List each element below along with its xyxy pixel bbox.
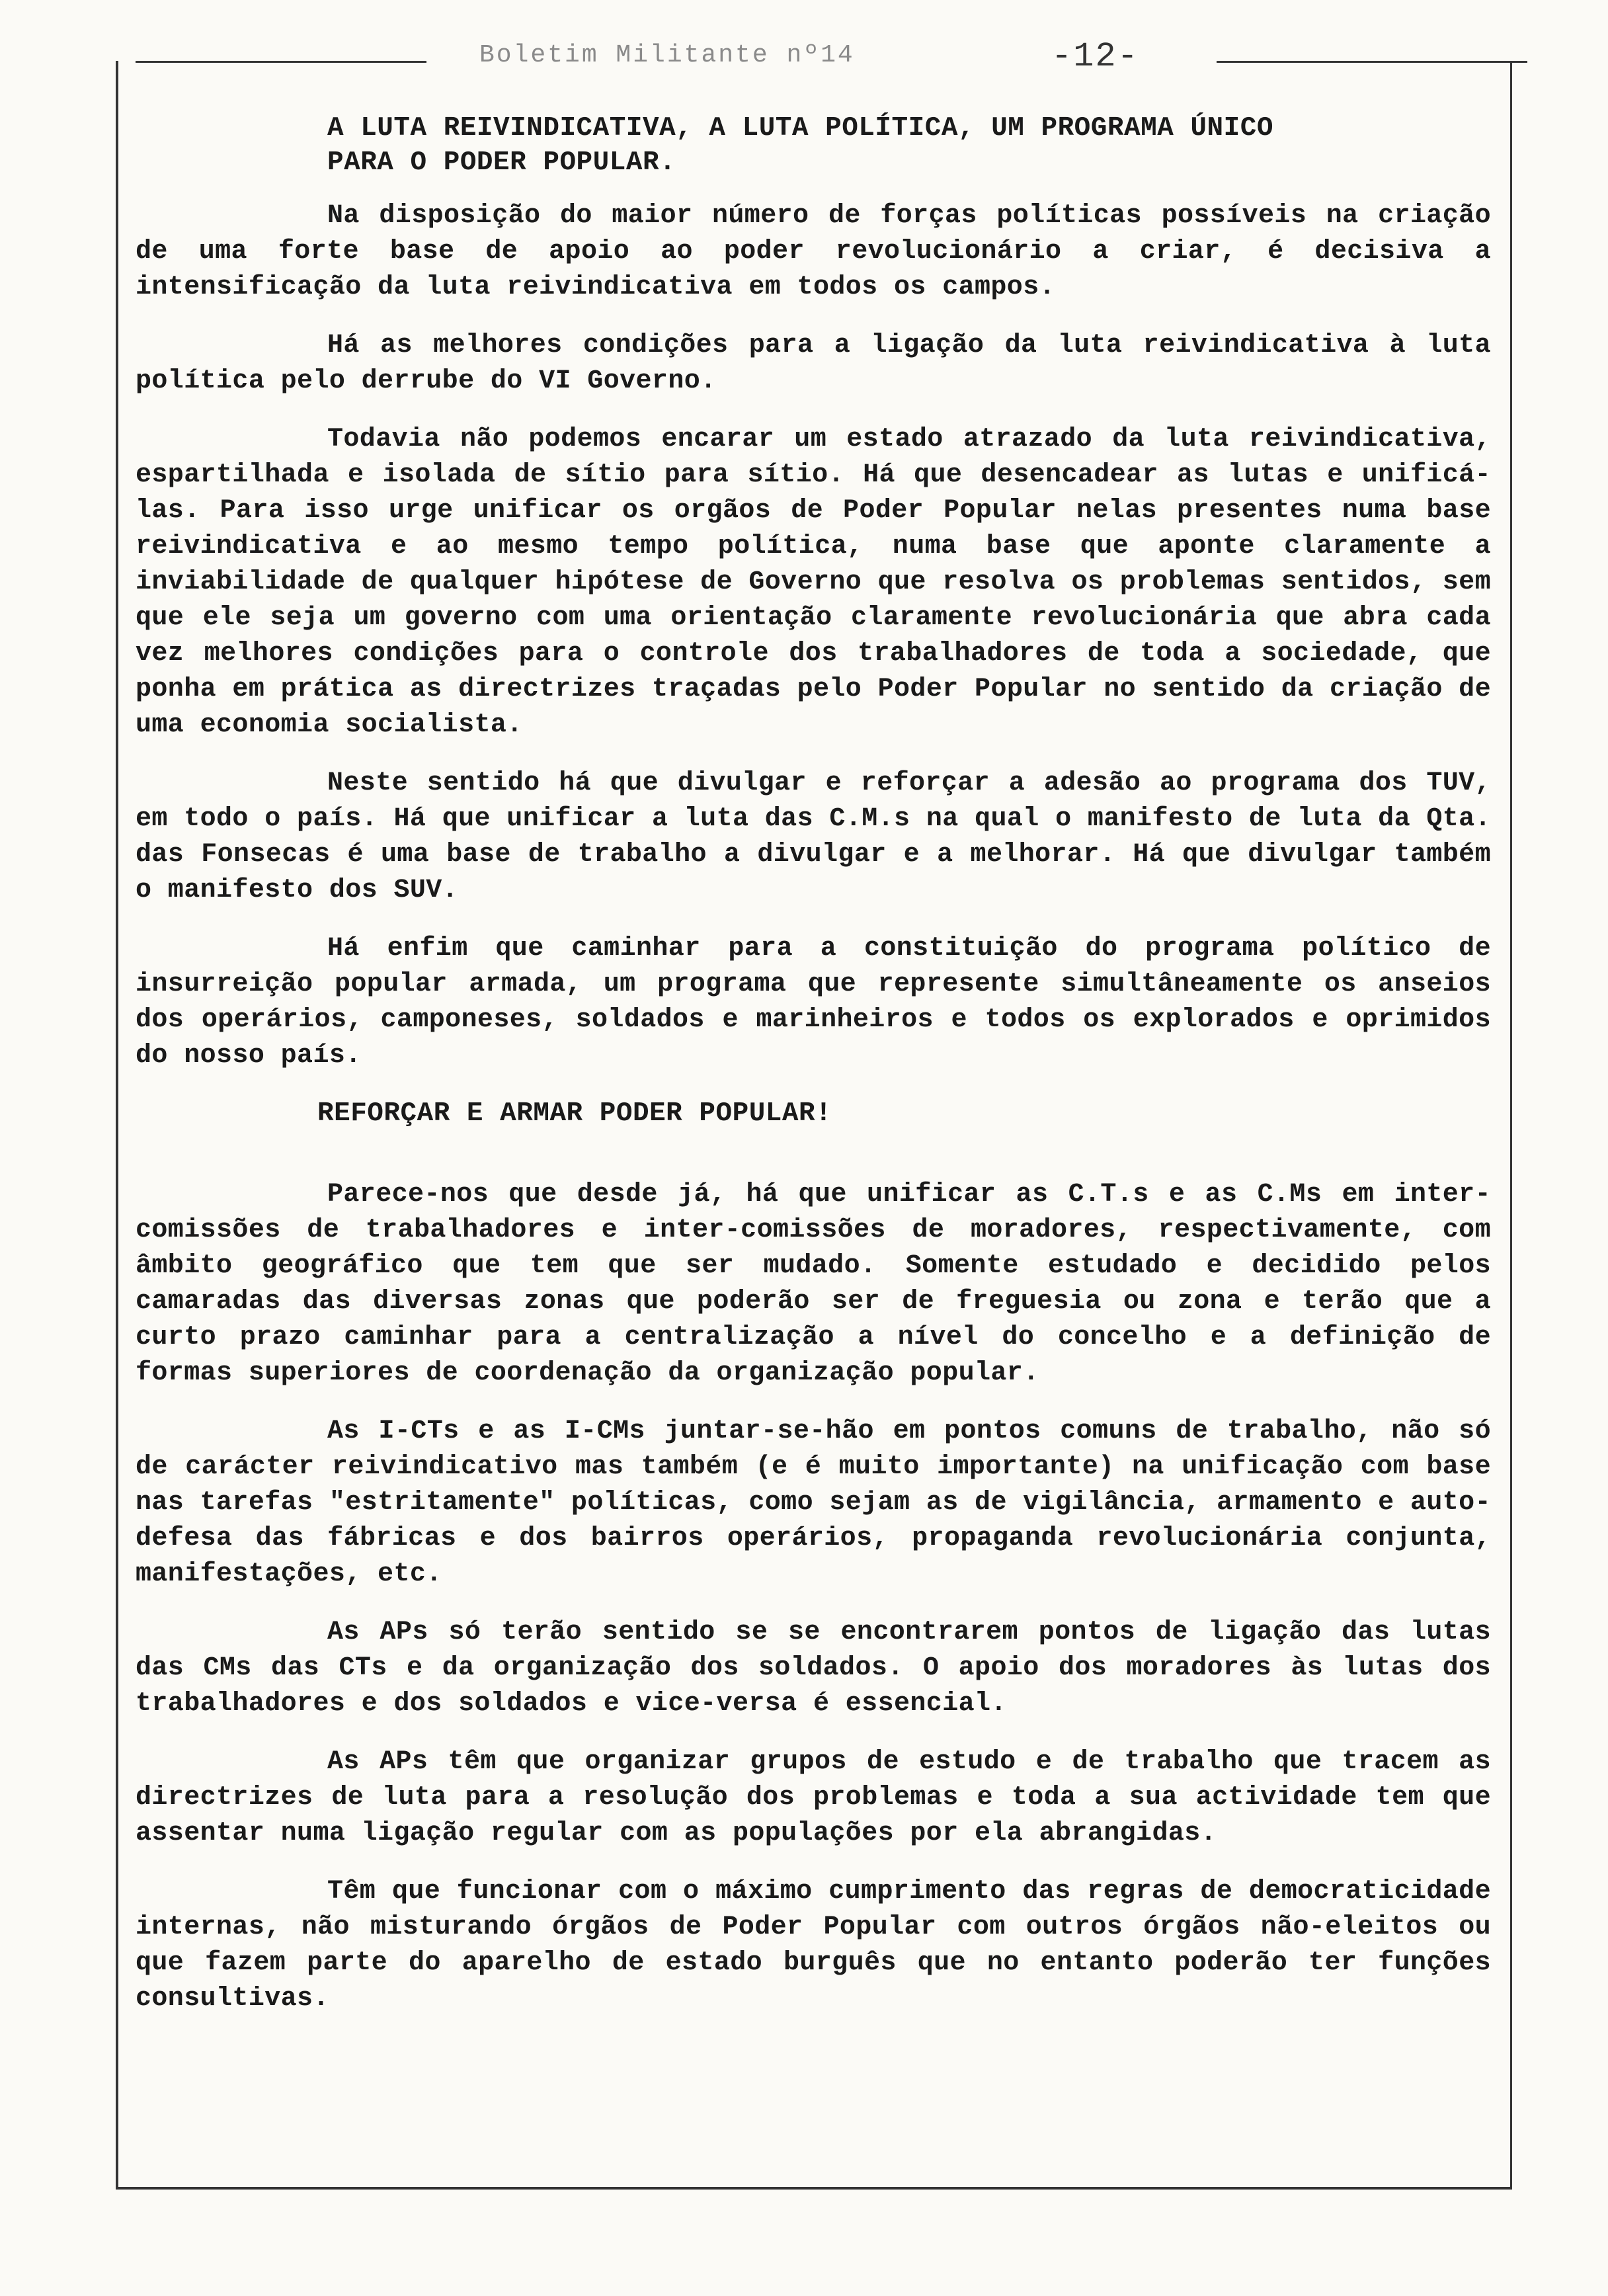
section-heading: REFORÇAR E ARMAR PODER POPULAR! [317, 1098, 832, 1129]
paragraph-7: As I-CTs e as I-CMs juntar-se-hão em pontos comuns de trabalho, não só de carácter reivindicativo mas também (e é muito importante) na unificação com base nas tarefas "estritamente" políticas, como sejam as de vigilância, armamento e auto-defesa das fábricas e dos bairros operários, propaganda revolucionária conjunta, manifestações, etc. [136, 1416, 1491, 1589]
document-body [136, 111, 1491, 2039]
title-line-2: PARA O PODER POPULAR. [327, 147, 676, 178]
page-number: -12- [1051, 37, 1139, 76]
paragraph-2: Há as melhores condições para a ligação da luta reivindicativa à luta política pelo derrube do VI Governo. [136, 331, 1491, 396]
document-title [136, 111, 1491, 180]
paragraph-8: As APs só terão sentido se se encontrarem pontos de ligação das lutas das CMs das CTs e da organização dos soldados. O apoio dos moradores às lutas dos trabalhadores e dos soldados e vice-versa é essencial. [136, 1618, 1491, 1719]
title-line-1: A LUTA REIVINDICATIVA, A LUTA POLÍTICA, UM PROGRAMA ÚNICO [327, 113, 1273, 144]
paragraph-6: Parece-nos que desde já, há que unificar as C.T.s e as C.Ms em inter-comissões de trabalhadores e inter-comissões de moradores, respectivamente, com âmbito geográfico que tem que ser mudado. Somente estudado e decidido pelos camaradas das diversas zonas que poderão ser de freguesia ou zona e terão que a curto prazo caminhar para a centralização a nível do concelho e a definição de formas superiores de coordenação da organização popular. [136, 1180, 1491, 1388]
bulletin-title: Boletim Militante nº14 [479, 41, 855, 69]
paragraph-10: Têm que funcionar com o máximo cumprimento das regras de democraticidade internas, não misturando órgãos de Poder Popular com outros órgãos não-eleitos ou que fazem parte do aparelho de estado burguês que no entanto poderão ter funções consultivas. [136, 1877, 1491, 2014]
paragraph-1: Na disposição do maior número de forças políticas possíveis na criação de uma forte base de apoio ao poder revolucionário a criar, é decisiva a intensificação da luta reivindicativa em todos os campos. [136, 201, 1491, 302]
paragraph-9: As APs têm que organizar grupos de estudo e de trabalho que tracem as directrizes de luta para a resolução dos problemas e toda a sua actividade tem que assentar numa ligação regular com as populações por ela abrangidas. [136, 1747, 1491, 1848]
paragraph-5: Há enfim que caminhar para a constituição do programa político de insurreição popular armada, um programa que represente simultâneamente os anseios dos operários, camponeses, soldados e marinheiros e todos os explorados e oprimidos do nosso país. [136, 934, 1491, 1071]
paragraph-3: Todavia não podemos encarar um estado atrazado da luta reivindicativa, espartilhada e isolada de sítio para sítio. Há que desencadear as lutas e unificá-las. Para isso urge unificar os orgãos de Poder Popular nelas presentes numa base reivindicativa e ao mesmo tempo política, numa base que aponte claramente a inviabilidade de qualquer hipótese de Governo que resolva os problemas sentidos, sem que ele seja um governo com uma orientação claramente revolucionária que abra cada vez melhores condições para o controle dos trabalhadores de toda a sociedade, que ponha em prática as directrizes traçadas pelo Poder Popular no sentido da criação de uma economia socialista. [136, 425, 1491, 740]
paragraph-4: Neste sentido há que divulgar e reforçar a adesão ao programa dos TUV, em todo o país. Há que unificar a luta das C.M.s na qual o manifesto de luta da Qta. das Fonsecas é uma base de trabalho a divulgar e a melhorar. Há que divulgar também o manifesto dos SUV. [136, 768, 1491, 905]
